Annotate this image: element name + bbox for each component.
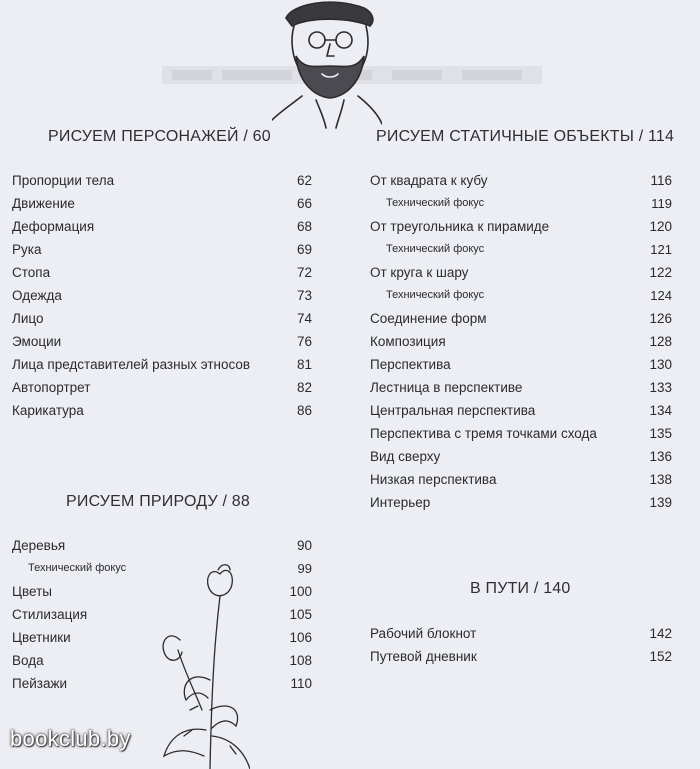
- toc-entry-page: 130: [649, 357, 672, 372]
- toc-subentry-label: Технический фокус: [28, 562, 127, 574]
- toc-entry-label: Стопа: [12, 265, 51, 280]
- toc-entry-label: Перспектива с тремя точками схода: [370, 426, 597, 441]
- toc-entry-label: Композиция: [370, 334, 446, 349]
- toc-entry-page: 135: [649, 426, 672, 441]
- toc-entry-label: Путевой дневник: [370, 649, 477, 664]
- toc-entry-page: 62: [296, 173, 312, 188]
- toc-entry-label: Центральная перспектива: [370, 403, 536, 418]
- section-title-nature: РИСУЕМ ПРИРОДУ / 88: [66, 493, 251, 510]
- toc-entry-label: Низкая перспектива: [370, 472, 497, 487]
- toc-entry-page: 110: [290, 676, 312, 691]
- toc-entry-page: 124: [650, 288, 672, 303]
- toc-entry-page: 73: [296, 288, 312, 303]
- toc-entry-label: Деревья: [12, 538, 66, 553]
- toc-entry-label: От треугольника к пирамиде: [370, 219, 550, 234]
- toc-entry-label: Лестница в перспективе: [370, 380, 523, 395]
- toc-entry-page: 90: [296, 538, 312, 553]
- section-title-on-the-road: В ПУТИ / 140: [470, 580, 571, 597]
- toc-entry-page: 136: [649, 449, 672, 464]
- toc-entry-page: 128: [649, 334, 672, 349]
- toc-entry-page: 120: [649, 219, 672, 234]
- toc-entry-label: От квадрата к кубу: [370, 173, 488, 188]
- toc-entry-page: 126: [649, 311, 672, 326]
- toc-entry-page: 82: [296, 380, 312, 395]
- toc-entry-page: 72: [296, 265, 312, 280]
- toc-entry-page: 121: [650, 242, 672, 257]
- toc-entry-label: Рука: [12, 242, 42, 257]
- toc-entry-label: Одежда: [12, 288, 62, 303]
- toc-entry-label: Лица представителей разных этносов: [12, 357, 251, 372]
- toc-entry-page: 152: [649, 649, 672, 664]
- toc-entry-page: 106: [289, 630, 312, 645]
- toc-entry-page: 66: [296, 196, 312, 211]
- toc-entry-page: 138: [649, 472, 672, 487]
- toc-entry-page: 133: [649, 380, 672, 395]
- toc-entry-label: Цветники: [12, 630, 71, 645]
- toc-entry-label: Лицо: [12, 311, 44, 326]
- toc-entry-page: 105: [289, 607, 312, 622]
- section-title-static-objects: РИСУЕМ СТАТИЧНЫЕ ОБЪЕКТЫ / 114: [376, 128, 675, 145]
- poppy-flower-sketch-illustration: [150, 560, 250, 769]
- toc-entry-page: 108: [289, 653, 312, 668]
- toc-entry-page: 142: [649, 626, 672, 641]
- toc-entry-page: 134: [649, 403, 672, 418]
- toc-entry-page: 74: [296, 311, 312, 326]
- toc-entry-page: 69: [296, 242, 312, 257]
- toc-entry-label: Перспектива: [370, 357, 451, 372]
- toc-subentry-label: Технический фокус: [386, 289, 485, 301]
- toc-entry-label: Рабочий блокнот: [370, 626, 477, 641]
- toc-entry-label: Цветы: [12, 584, 52, 599]
- toc-entry-page: 76: [296, 334, 312, 349]
- toc-entry-label: Автопортрет: [12, 380, 91, 395]
- toc-entry-page: 100: [289, 584, 312, 599]
- toc-entry-label: Вид сверху: [370, 449, 441, 464]
- toc-entry-page: 99: [297, 561, 312, 576]
- toc-entry-label: Деформация: [12, 219, 95, 234]
- toc-entry-page: 119: [651, 196, 672, 211]
- toc-subentry-label: Технический фокус: [386, 197, 485, 209]
- toc-entry-label: Эмоции: [12, 334, 62, 349]
- toc-entry-label: Соединение форм: [370, 311, 487, 326]
- toc-entry-label: Пропорции тела: [12, 173, 115, 188]
- toc-entry-label: Стилизация: [12, 607, 88, 622]
- toc-entry-page: 68: [296, 219, 312, 234]
- toc-entry-page: 86: [296, 403, 312, 418]
- watermark-text: bookclub.by: [10, 726, 131, 751]
- toc-entry-label: Движение: [12, 196, 75, 211]
- bearded-man-sketch-illustration: [272, 0, 382, 130]
- toc-entry-label: Интерьер: [370, 495, 431, 510]
- toc-entry-page: 81: [296, 357, 312, 372]
- toc-entry-label: Вода: [12, 653, 44, 668]
- toc-entry-label: От круга к шару: [370, 265, 469, 280]
- toc-entry-page: 122: [649, 265, 672, 280]
- toc-entry-page: 139: [649, 495, 672, 510]
- toc-entry-label: Пейзажи: [12, 676, 68, 691]
- toc-entry-page: 116: [650, 173, 672, 188]
- section-title-characters: РИСУЕМ ПЕРСОНАЖЕЙ / 60: [48, 128, 271, 145]
- toc-entry-label: Карикатура: [12, 403, 84, 418]
- toc-subentry-label: Технический фокус: [386, 243, 485, 255]
